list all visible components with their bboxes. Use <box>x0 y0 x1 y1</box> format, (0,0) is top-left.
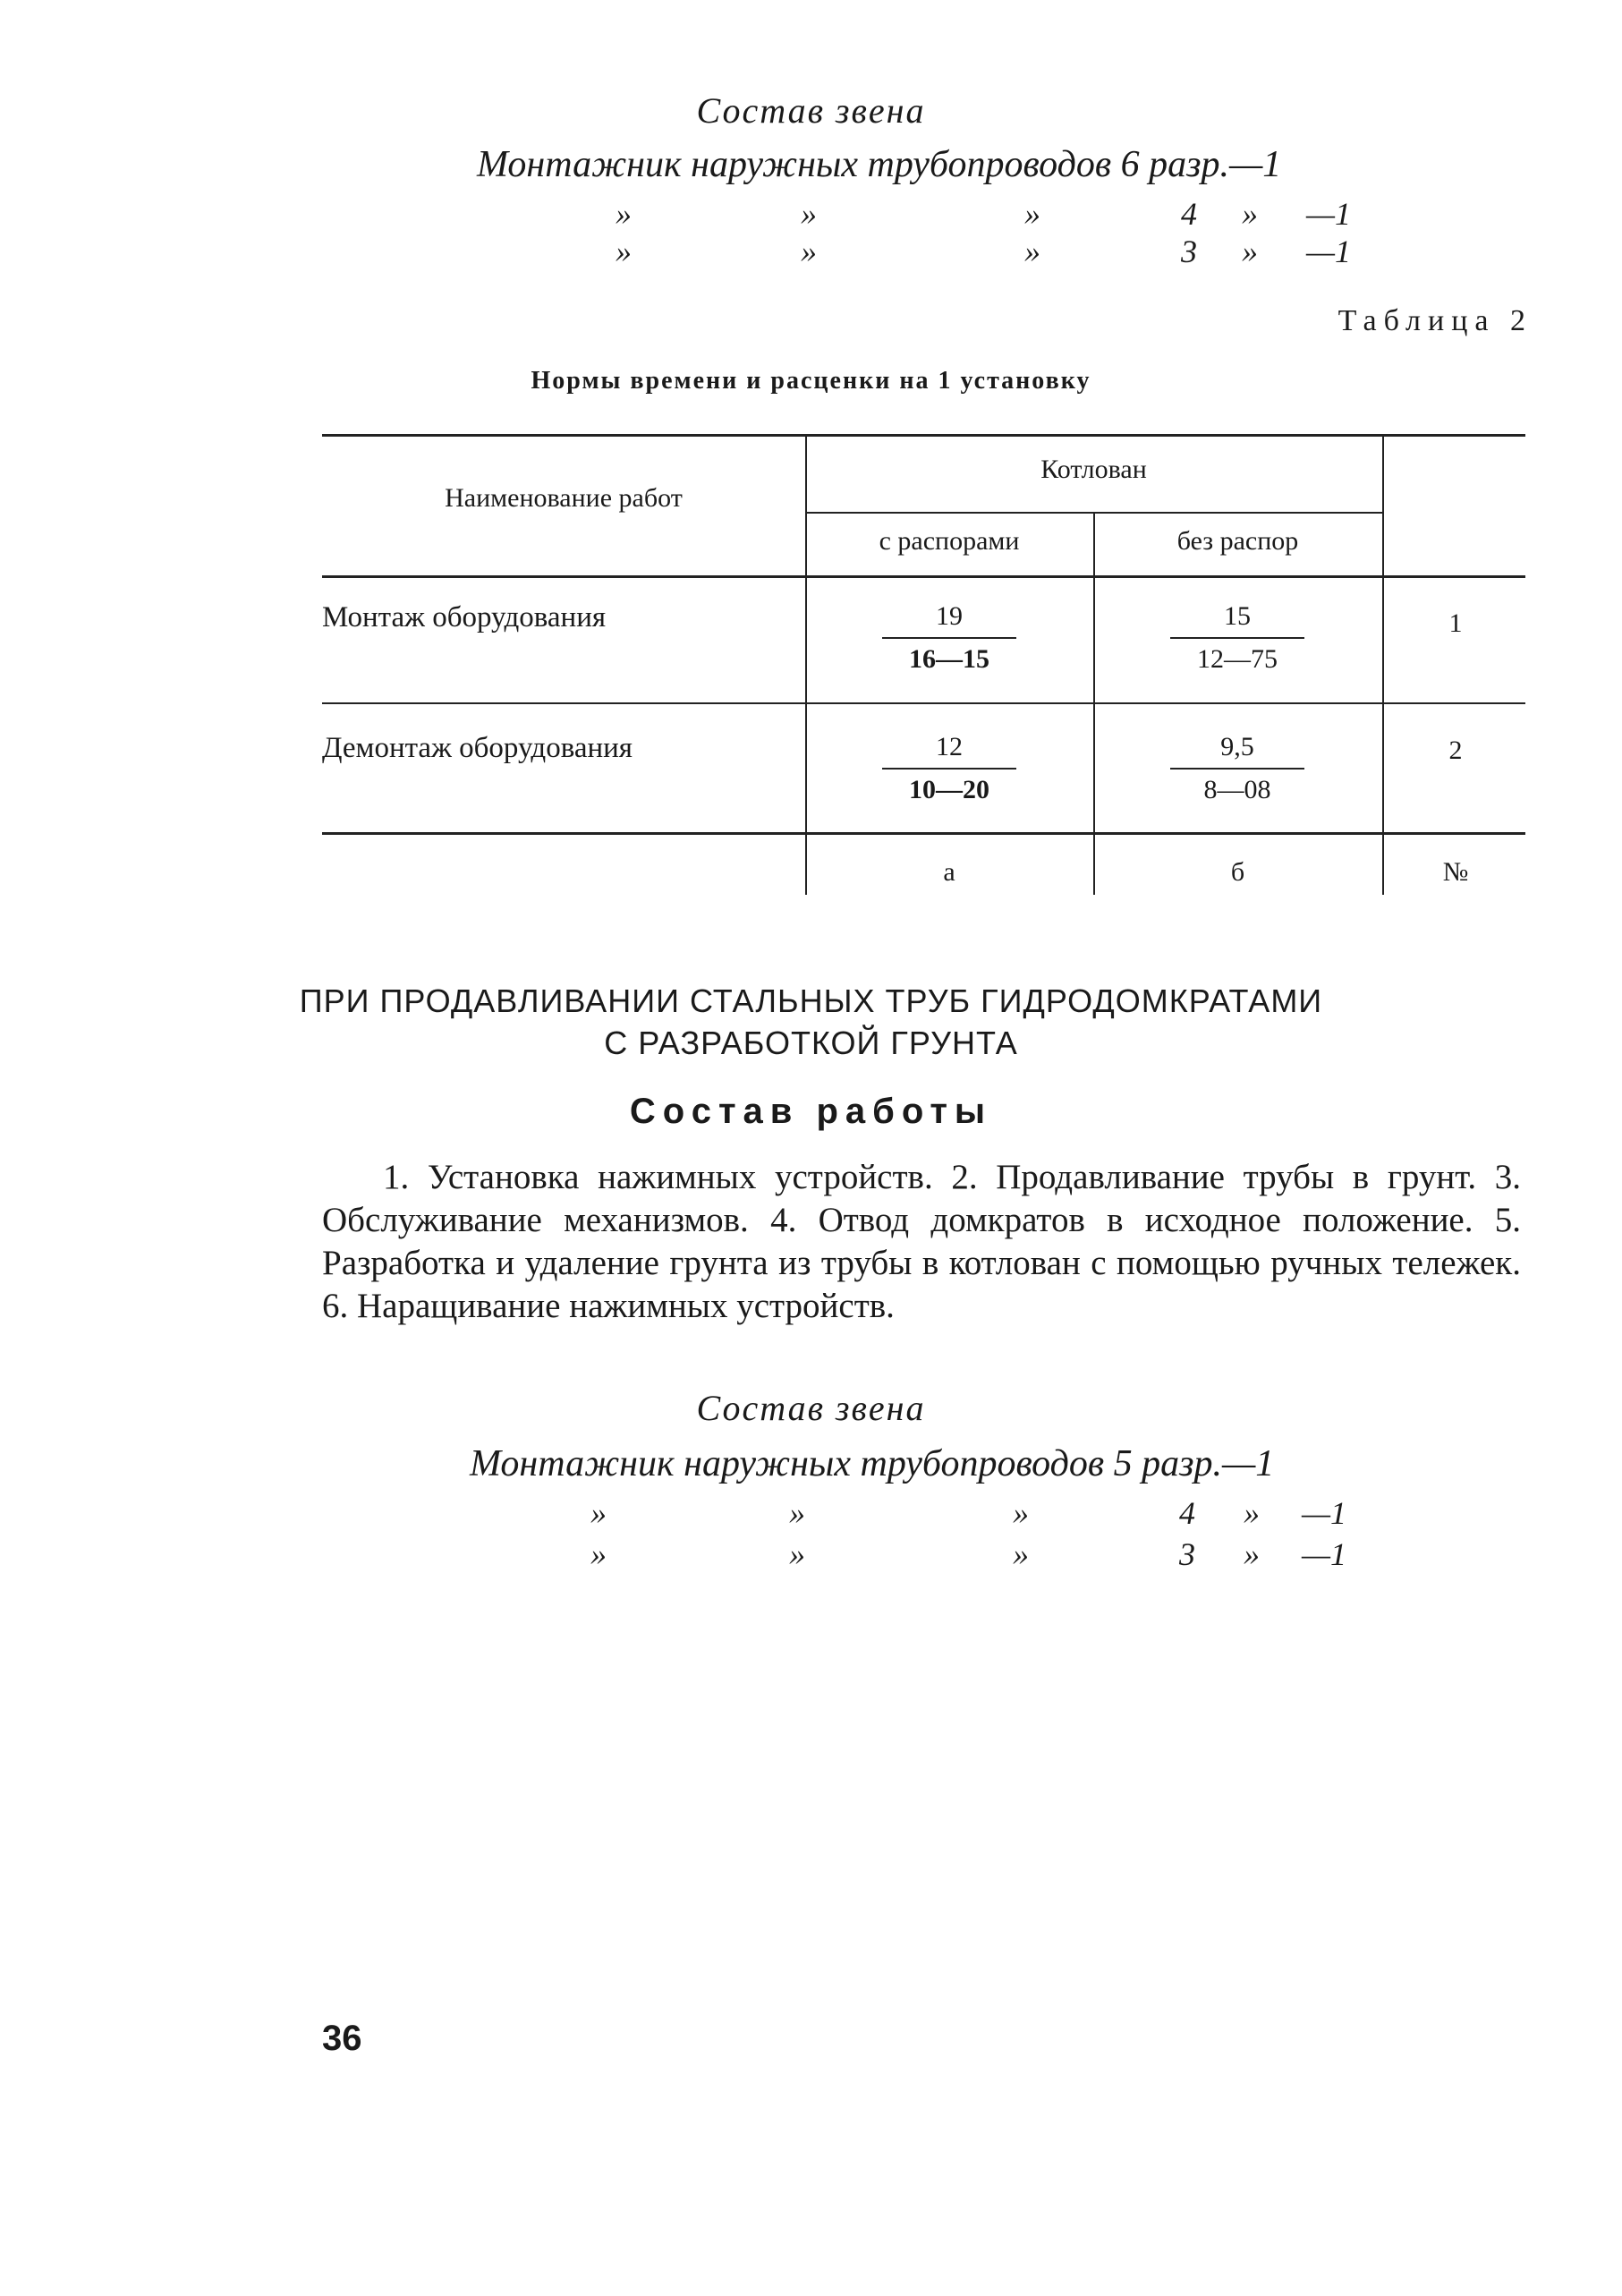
ditto-mark: » <box>1024 196 1040 232</box>
header-col-b: без распор <box>1176 526 1299 556</box>
section-heading: ПРИ ПРОДАВЛИВАНИИ СТАЛЬНЫХ ТРУБ ГИДРОДОМКРАТАМИ <box>299 982 1323 1019</box>
table-caption: Нормы времени и расценки на 1 установку <box>531 367 1091 395</box>
table-col-divider <box>1093 513 1095 895</box>
ditto-mark: » <box>1244 1495 1260 1531</box>
table-rule-row <box>322 702 1525 704</box>
footer-number-sign: № <box>1442 857 1469 887</box>
ditto-mark: » <box>801 196 817 232</box>
table-col-divider <box>1382 436 1384 895</box>
crew-grade: 3 <box>1179 1536 1195 1572</box>
ditto-mark: » <box>1242 234 1258 269</box>
table-col-divider <box>805 436 807 895</box>
row-number: 1 <box>1448 608 1463 638</box>
header-col-a: с распорами <box>879 526 1020 556</box>
ditto-mark: » <box>1024 234 1040 269</box>
rate: 16—15 <box>909 644 989 674</box>
crew-title: Состав звена <box>696 1388 926 1428</box>
ditto-mark: » <box>1013 1536 1029 1572</box>
norm-fraction <box>878 601 1021 675</box>
crew-grade: 4 <box>1179 1495 1195 1531</box>
header-work-name: Наименование работ <box>445 483 683 513</box>
norm-fraction <box>878 732 1021 805</box>
crew-count: —1 <box>1302 1536 1347 1572</box>
rate: 8—08 <box>1203 775 1271 804</box>
crew-grade: 3 <box>1181 234 1197 269</box>
crew-count: —1 <box>1306 196 1352 232</box>
norm-fraction <box>1166 601 1309 675</box>
section-heading: С РАЗРАБОТКОЙ ГРУНТА <box>604 1025 1018 1061</box>
ditto-mark: » <box>616 196 632 232</box>
time-norm: 15 <box>1224 601 1251 631</box>
row-work-name: Демонтаж оборудования <box>322 732 633 764</box>
crew-grade: 4 <box>1181 196 1197 232</box>
rate: 10—20 <box>909 775 989 804</box>
crew-count: —1 <box>1306 234 1352 269</box>
table-rule-top <box>322 434 1525 437</box>
footer-col-b: б <box>1230 857 1245 887</box>
footer-col-a: а <box>943 857 955 887</box>
crew-count: —1 <box>1302 1495 1347 1531</box>
table-rule-bottom <box>322 832 1525 835</box>
time-norm: 9,5 <box>1220 732 1254 761</box>
ditto-mark: » <box>590 1536 607 1572</box>
ditto-mark: » <box>1242 196 1258 232</box>
crew-line-1: Монтажник наружных трубопроводов 5 разр.—1 <box>470 1443 1275 1484</box>
ditto-mark: » <box>1244 1536 1260 1572</box>
table-label: Таблица 2 <box>1338 304 1533 337</box>
rate: 12—75 <box>1197 644 1278 674</box>
row-number: 2 <box>1448 736 1463 765</box>
time-norm: 12 <box>936 732 963 761</box>
work-description: 1. Установка нажимных устройств. 2. Продавливание трубы в грунт. 3. Обслуживание механизмов. 4. Отвод домкратов в исходное положение. 5. Разработка и удаление грунта из трубы в котлован с помощью ручных тележек. 6. Наращивание нажимных устройств. <box>322 1158 1521 1325</box>
ditto-mark: » <box>590 1495 607 1531</box>
table-rule-header <box>322 575 1525 578</box>
ditto-mark: » <box>616 234 632 269</box>
time-norm: 19 <box>936 601 963 631</box>
row-work-name: Монтаж оборудования <box>322 601 607 634</box>
ditto-mark: » <box>789 1495 805 1531</box>
crew-line-1: Монтажник наружных трубопроводов 6 разр.—1 <box>477 144 1282 185</box>
work-heading: Состав работы <box>629 1092 993 1131</box>
norm-fraction <box>1166 732 1309 805</box>
page-number: 36 <box>322 2019 362 2058</box>
header-pit: Котлован <box>1040 455 1147 484</box>
ditto-mark: » <box>1013 1495 1029 1531</box>
ditto-mark: » <box>801 234 817 269</box>
ditto-mark: » <box>789 1536 805 1572</box>
crew-title: Состав звена <box>696 90 926 131</box>
